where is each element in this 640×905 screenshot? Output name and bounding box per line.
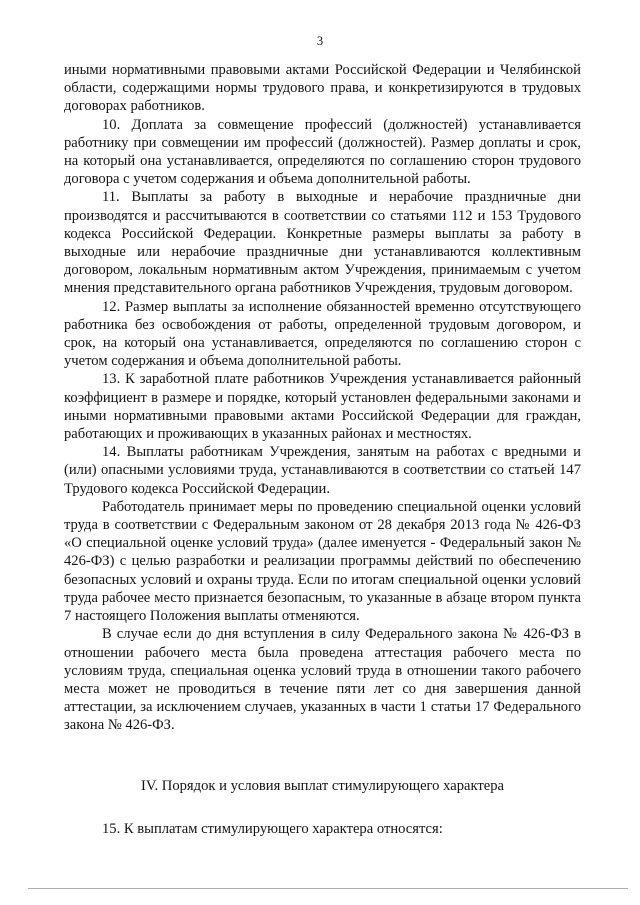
paragraph-11: 11. Выплаты за работу в выходные и нерабочие праздничные дни производятся и рассчитываются в соответствии со статьями 112 и 153 Трудового кодекса Российской Федерации. Конкретные размеры выплаты за работу в выходные или нерабочие праздничные дни устанавливаются коллективным договором, локальным нормативным актом Учреждения, принимаемым с учетом мнения представительного органа работников Учреждения, трудовым договором. (64, 189, 581, 297)
body-text (64, 61, 581, 735)
paragraph-12: 12. Размер выплаты за исполнение обязанностей временно отсутствующего работника без освобождения от работы, определенной трудовым договором, и срок, на который она устанавливается, определяются по соглашению сторон с учетом содержания и объема дополнительной работы. (64, 298, 581, 370)
page-number: 3 (316, 34, 324, 48)
paragraph-14-attestation: В случае если до дня вступления в силу Федерального закона № 426-ФЗ в отношении рабочего места была проведена аттестация рабочего места по условиям труда, специальная оценка условий труда в отношении такого рабочего места может не проводиться в течение пяти лет со дня завершения данной аттестации, за исключением случаев, указанных в части 1 статьи 17 Федерального закона № 426-ФЗ. (64, 626, 581, 734)
paragraph-continuation: иными нормативными правовыми актами Российской Федерации и Челябинской области, содержащими нормы трудового права, и конкретизируются в трудовых договорах работников. (64, 62, 581, 115)
paragraph-13: 13. К заработной плате работников Учреждения устанавливается районный коэффициент в размере и порядке, который установлен федеральными законами и иными нормативными правовыми актами Российской Федерации для граждан, работающих и проживающих в указанных районах и местностях. (64, 371, 581, 443)
section-heading: IV. Порядок и условия выплат стимулирующего характера (140, 778, 505, 794)
paragraph-15: 15. К выплатам стимулирующего характера относятся: (102, 821, 443, 837)
paragraph-10: 10. Доплата за совмещение профессий (должностей) устанавливается работнику при совмещении им профессий (должностей). Размер доплаты и срок, на который она устанавливается, определяются по соглашению сторон трудового договора с учетом содержания и объема дополнительной работы. (64, 116, 581, 188)
paragraph-14: 14. Выплаты работникам Учреждения, занятым на работах с вредными и (или) опасными условиями труда, устанавливаются в соответствии со статьей 147 Трудового кодекса Российской Федерации. (64, 444, 581, 497)
paragraph-14-special-assessment: Работодатель принимает меры по проведению специальной оценки условий труда в соответствии с Федеральным законом от 28 декабря 2013 года № 426-ФЗ «О специальной оценке условий труда» (далее именуется - Федеральный закон № 426-ФЗ) с целью разработки и реализации программы действий по обеспечению безопасных условий и охраны труда. Если по итогам специальной оценки условий труда рабочее место признается безопасным, то указанные в абзаце втором пункта 7 настоящего Положения выплаты отменяются. (64, 498, 581, 625)
page-bottom-rule (28, 888, 628, 889)
